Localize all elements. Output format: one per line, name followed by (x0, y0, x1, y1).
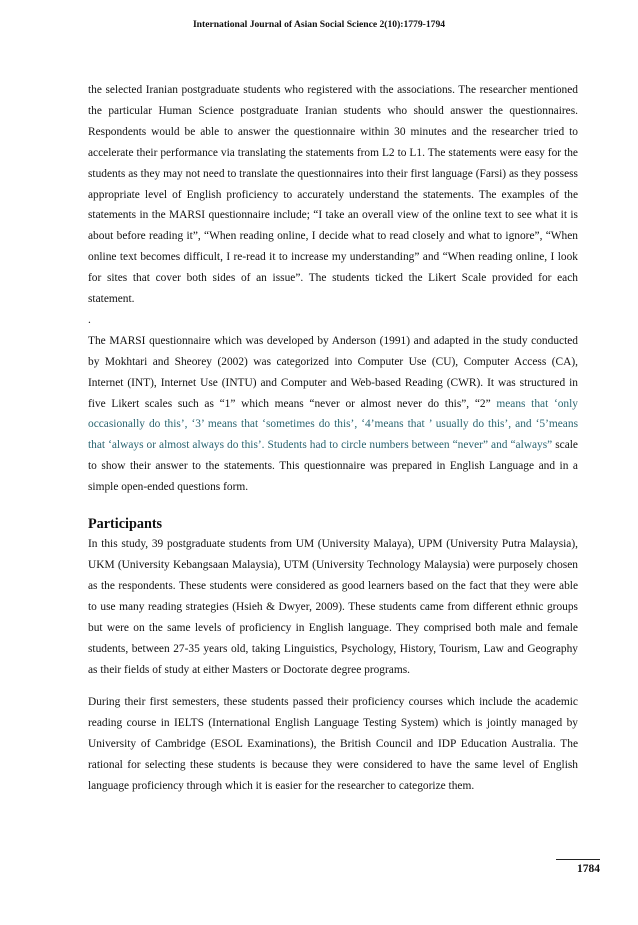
page-number: 1784 (556, 859, 600, 875)
journal-header: International Journal of Asian Social Science 2(10):1779-1794 (192, 19, 446, 30)
paragraph-proficiency: During their first semesters, these students passed their proficiency courses which include the academic reading course in IELTS (International English Language Testing System) which is jointly managed by University of Cambridge (ESOL Examinations), the British Council and IDP Education Australia. The rational for selecting these students is because they were considered to have the same level of English language proficiency through which it is easier for the researcher to categorize them. (88, 696, 578, 793)
paragraph-procedure: the selected Iranian postgraduate students who registered with the associations. The researcher mentioned the particular Human Science postgraduate Iranian students who should answer the questionnaires. Respondents would be able to answer the questionnaire within 30 minutes and the researcher tried to accelerate their performance via translating the statements from L2 to L1. The statements were easy for the students as they may not need to translate the questionnaires into their first language (Farsi) as they possess appropriate level of English proficiency to accurately understand the statements. The examples of the statements in the MARSI questionnaire include; “I take an overall view of the online text to see what it is about before reading it”, “When reading online, I decide what to read closely and what to ignore”, “When online text becomes difficult, I re-read it to increase my understanding” and “When reading online, I look for sites that cover both sides of an issue”. The students ticked the Likert Scale provided for each statement. (88, 84, 578, 306)
paragraph-marsi-part-2: means that ‘only occasionally do this’, ‘3’ means that ‘sometimes do this’, ‘4’means that ’ usually do this’, and ‘5’means that ‘always or almost always do this’. Students had to circle numbers between “never” and “always” (88, 397, 578, 452)
paragraph-participants: In this study, 39 postgraduate students from UM (University Malaya), UPM (University Putra Malaysia), UKM (University Kebangsaan Malaysia), UTM (University Technology Malaysia) were purposely chosen as the respondents. These students were considered as good learners based on the fact that they were able to use many reading strategies (Hsieh & Dwyer, 2009). These students came from different ethnic groups but were on the same levels of proficiency in English language. They comprised both male and female students, between 27-35 years old, taking Linguistics, Psychology, History, Tourism, Law and Geography as their fields of study at either Masters or Doctorate degree programs. (88, 538, 578, 676)
stray-period: . (88, 313, 91, 326)
paragraph-marsi-part-1: The MARSI questionnaire which was developed by Anderson (1991) and adapted in the study conducted by Mokhtari and Sheorey (2002) was categorized into Computer Use (CU), Computer Access (CA), Internet (INT), Internet Use (INTU) and Computer and Web-based Reading (CWR). It was structured in five Likert scales such as “1” which means “never or almost never do this”, “2” (88, 334, 578, 410)
paragraph-marsi-part-3: scale to show their answer to the statements. This questionnaire was prepared in English Language and in a simple open-ended questions form. (88, 439, 578, 494)
paragraph-marsi (88, 331, 578, 498)
section-heading-participants: Participants (88, 516, 163, 533)
article-body (88, 80, 578, 797)
